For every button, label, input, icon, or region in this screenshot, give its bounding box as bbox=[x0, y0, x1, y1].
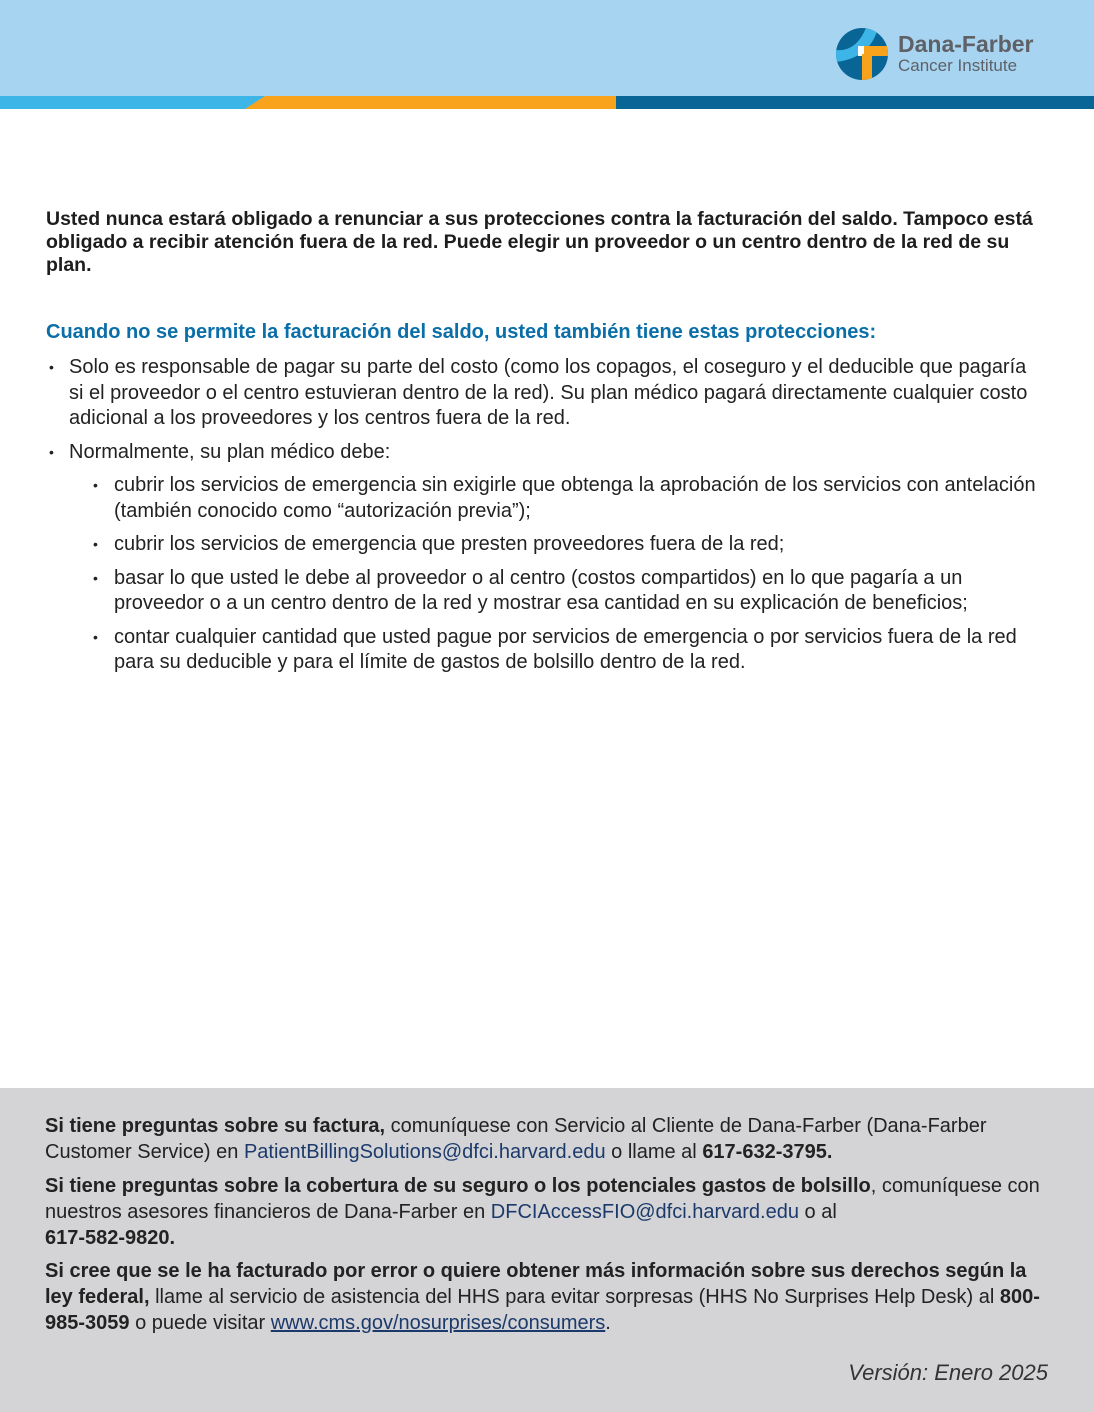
contact-footer bbox=[0, 1088, 1094, 1412]
sub-list bbox=[69, 473, 1036, 676]
section-heading: Cuando no se permite la facturación del saldo, usted también tiene estas protecciones: bbox=[46, 321, 877, 343]
label: Si cree que se le ha facturado por error o quiere obtener más información sobre sus derechos según la ley federal, bbox=[45, 1260, 1027, 1308]
text: o puede visitar bbox=[129, 1312, 271, 1334]
logo-name: Dana-Farber bbox=[898, 31, 1034, 57]
label: Si tiene preguntas sobre la cobertura de su seguro o los potenciales gastos de bolsillo bbox=[45, 1175, 871, 1197]
fio-email-link[interactable]: DFCIAccessFIO@dfci.harvard.edu bbox=[490, 1201, 799, 1223]
intro-paragraph: Usted nunca estará obligado a renunciar a sus protecciones contra la facturación del saldo. Tampoco está obligado a recibir atención fuera de la red. Puede elegir un proveedor o un centro dentro de la red de su plan. bbox=[46, 208, 1033, 276]
text: . bbox=[605, 1312, 611, 1334]
logo-mark-icon bbox=[836, 28, 888, 80]
list-item bbox=[46, 355, 1036, 432]
billing-phone: 617-632-3795. bbox=[702, 1141, 833, 1163]
list-item-text: Solo es responsable de pagar su parte del costo (como los copagos, el coseguro y el deducible que pagaría si el proveedor o el centro estuvieran dentro de la red). Su plan médico pagará directamente cualquier costo adicional a los proveedores y los centros fuera de la red. bbox=[69, 356, 1028, 429]
text: o llame al bbox=[605, 1141, 703, 1163]
text: llame al servicio de asistencia del HHS para evitar sorpresas (HHS No Surprises Help Desk) al bbox=[149, 1286, 1000, 1308]
label: Si tiene preguntas sobre su factura, bbox=[45, 1115, 386, 1137]
protections-list bbox=[46, 355, 1036, 684]
version-label: Versión: Enero 2025 bbox=[848, 1360, 1048, 1385]
stripe-light-blue bbox=[0, 96, 270, 109]
fio-phone: 617-582-9820. bbox=[45, 1227, 176, 1249]
coverage-questions bbox=[45, 1173, 1055, 1251]
dana-farber-logo bbox=[836, 28, 1033, 80]
hhs-phone: 800-985-3059 bbox=[45, 1286, 1040, 1334]
stripe-orange bbox=[245, 96, 616, 109]
sub-list-item: • cubrir los servicios de emergencia sin exigirle que obtenga la aprobación de los servicios con antelación (también conocido como “autorización previa”); bbox=[69, 473, 1036, 524]
text: o al bbox=[798, 1201, 837, 1223]
list-item bbox=[46, 440, 1036, 676]
billing-questions bbox=[45, 1113, 1055, 1165]
text: , comuníquese con nuestros asesores financieros de Dana-Farber en bbox=[45, 1175, 1040, 1223]
list-item-text: Normalmente, su plan médico debe: bbox=[69, 440, 391, 463]
color-stripe bbox=[0, 96, 1094, 109]
text: comuníquese con Servicio al Cliente de Dana-Farber (Dana-Farber Customer Service) en bbox=[45, 1115, 987, 1163]
logo-subname: Cancer Institute bbox=[898, 56, 1018, 75]
billing-email-link[interactable]: PatientBillingSolutions@dfci.harvard.edu bbox=[243, 1141, 606, 1163]
federal-rights bbox=[45, 1258, 1055, 1336]
sub-list-item: • contar cualquier cantidad que usted pague por servicios de emergencia o por servicios fuera de la red para su deducible y para el límite de gastos de bolsillo dentro de la red. bbox=[69, 625, 1036, 676]
cms-link[interactable]: www.cms.gov/nosurprises/consumers bbox=[270, 1312, 606, 1334]
sub-list-item: • basar lo que usted le debe al proveedor o al centro (costos compartidos) en lo que pagaría a un proveedor o a un centro dentro de la red y mostrar esa cantidad en su explicación de beneficios; bbox=[69, 566, 1036, 617]
sub-list-item: • cubrir los servicios de emergencia que presten proveedores fuera de la red; bbox=[69, 532, 1036, 558]
